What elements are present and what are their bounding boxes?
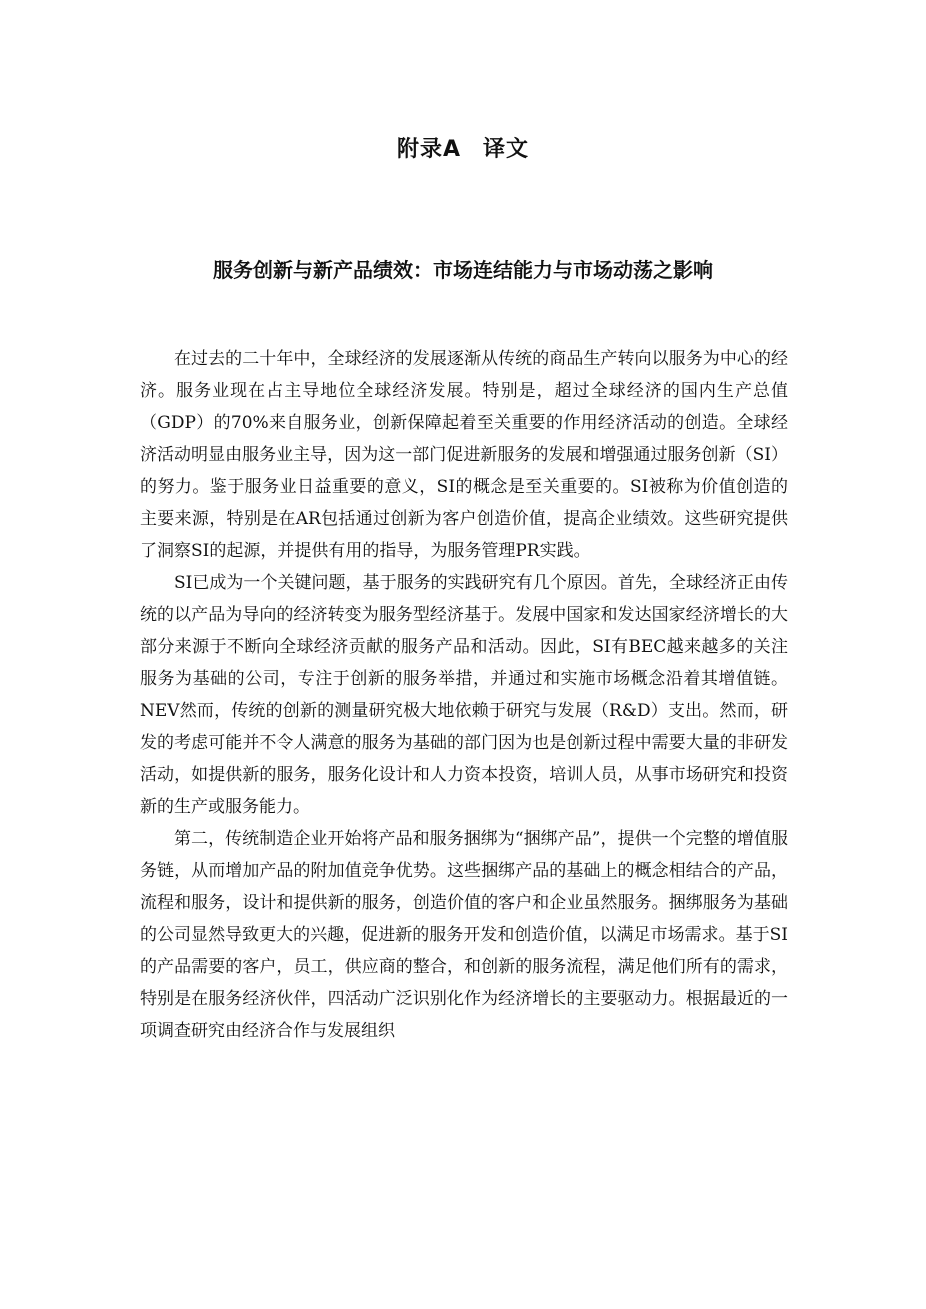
appendix-label: 附录A xyxy=(396,137,461,162)
article-body xyxy=(140,343,788,1047)
paragraph-2: SI已成为一个关键问题，基于服务的实践研究有几个原因。首先，全球经济正由传统的以产品为导向的经济转变为服务型经济基于。发展中国家和发达国家经济增长的大部分来源于不断向全球经济贡献的服务产品和活动。因此，SI有BEC越来越多的关注服务为基础的公司，专注于创新的服务举措，并通过和实施市场概念沿着其增值链。NEV然而，传统的创新的测量研究极大地依赖于研究与发展（R&D）支出。然而，研发的考虑可能并不令人满意的服务为基础的部门因为也是创新过程中需要大量的非研发活动，如提供新的服务，服务化设计和人力资本投资，培训人员，从事市场研究和投资新的生产或服务能力。 xyxy=(140,573,788,817)
paragraph-1: 在过去的二十年中，全球经济的发展逐渐从传统的商品生产转向以服务为中心的经济。服务业现在占主导地位全球经济发展。特别是，超过全球经济的国内生产总值（GDP）的70%来自服务业，创新保障起着至关重要的作用经济活动的创造。全球经济活动明显由服务业主导，因为这一部门促进新服务的发展和增强通过服务创新（SI）的努力。鉴于服务业日益重要的意义，SI的概念是至关重要的。SI被称为价值创造的主要来源，特别是在AR包括通过创新为客户创造价值，提高企业绩效。这些研究提供了洞察SI的起源，并提供有用的指导，为服务管理PR实践。 xyxy=(140,349,788,561)
appendix-title: 译文 xyxy=(483,137,530,162)
article-title: 服务创新与新产品绩效：市场连结能力与市场动荡之影响 xyxy=(213,258,713,282)
paragraph-3: 第二，传统制造企业开始将产品和服务捆绑为“捆绑产品”，提供一个完整的增值服务链，从而增加产品的附加值竞争优势。这些捆绑产品的基础上的概念相结合的产品，流程和服务，设计和提供新的服务，创造价值的客户和企业虽然服务。捆绑服务为基础的公司显然导致更大的兴趣，促进新的服务开发和创造价值，以满足市场需求。基于SI的产品需要的客户，员工，供应商的整合，和创新的服务流程，满足他们所有的需求，特别是在服务经济伙伴，四活动广泛识别化作为经济增长的主要驱动力。根据最近的一项调查研究由经济合作与发展组织 xyxy=(140,829,788,1041)
appendix-heading xyxy=(0,132,926,168)
